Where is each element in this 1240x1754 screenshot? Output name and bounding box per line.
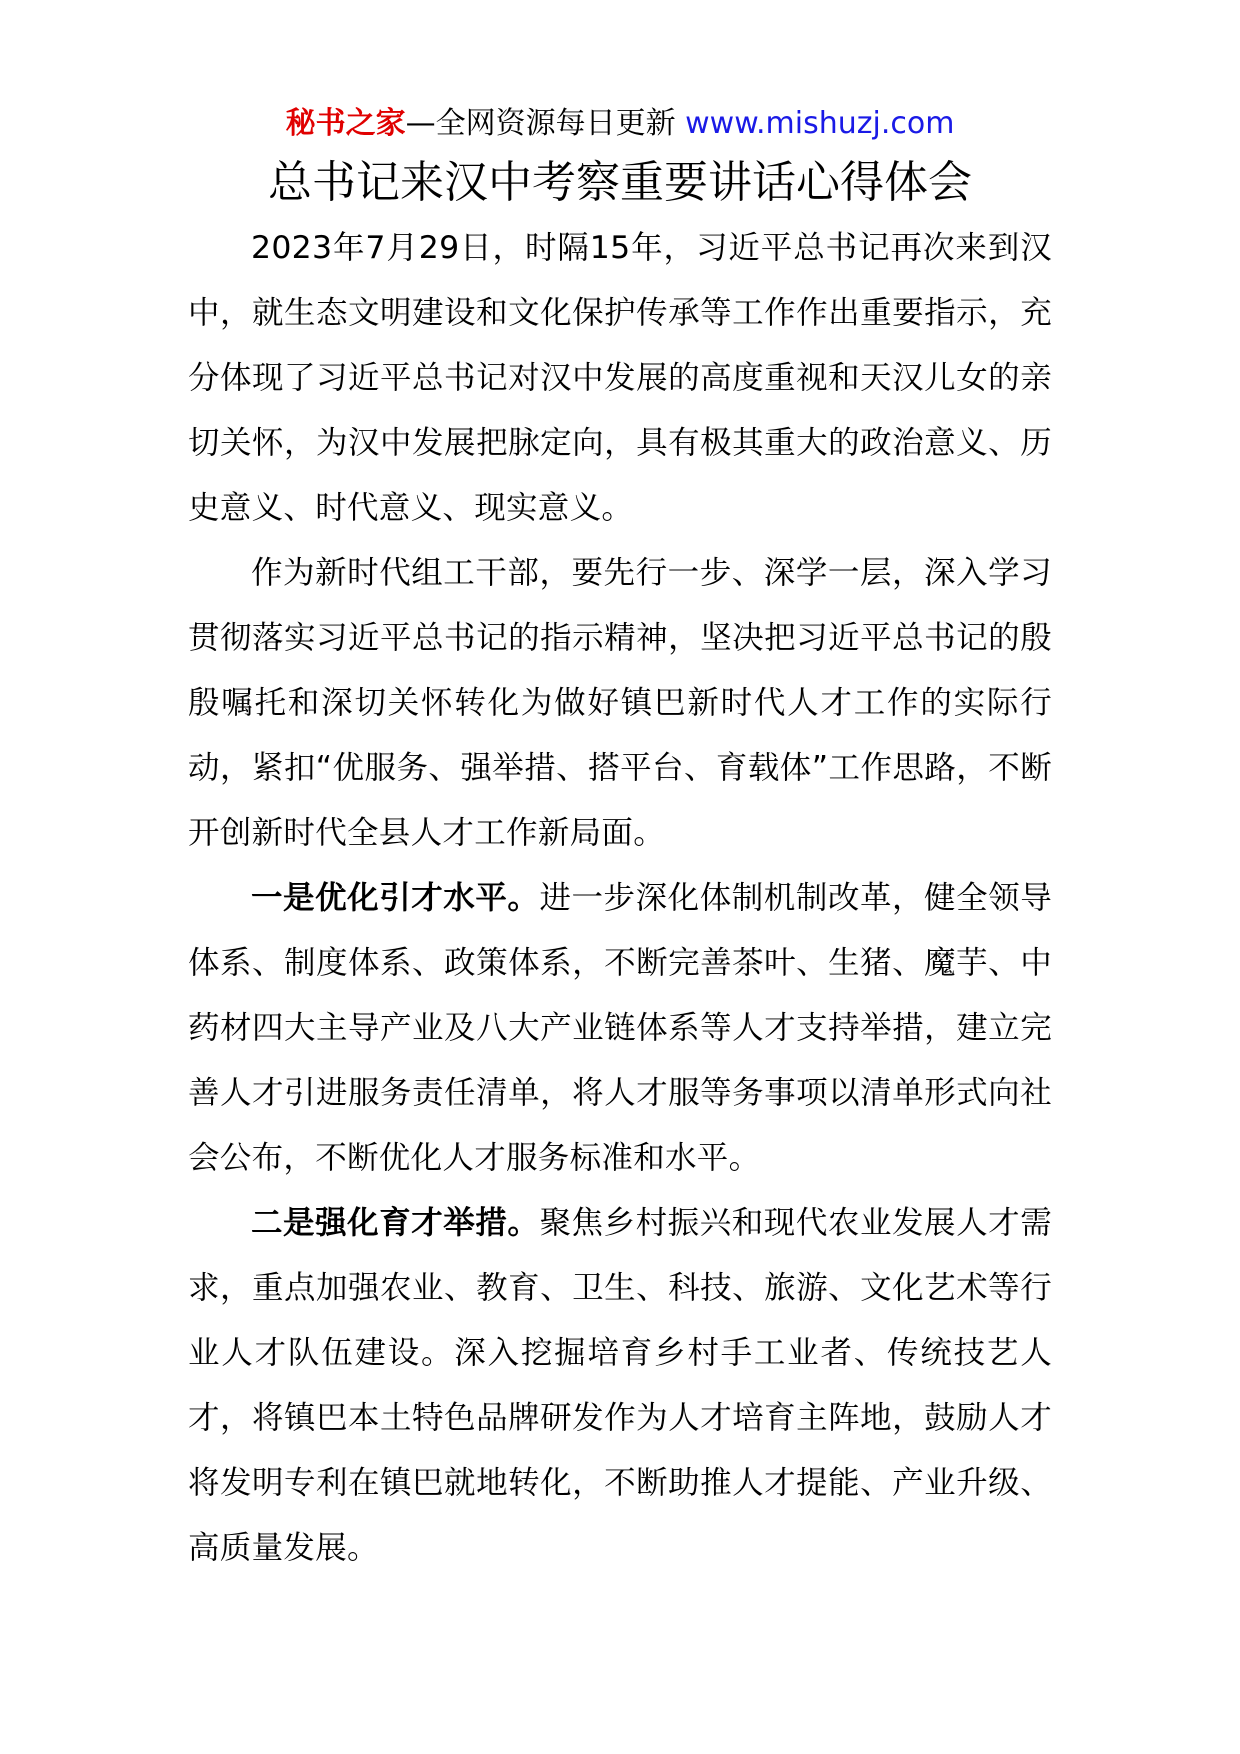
document-page xyxy=(188,100,1052,1581)
site-url-link[interactable]: www.mishuzj.com xyxy=(685,106,955,141)
paragraph-lead: 一是优化引才水平。 xyxy=(251,880,540,916)
paragraph-text: 进一步深化体制机制改革，健全领导体系、制度体系、政策体系，不断完善茶叶、生猪、魔芋、中药材四大主导产业及八大产业链体系等人才支持举措，建立完善人才引进服务责任清单，将人才服等务事项以清单形式向社会公布，不断优化人才服务标准和水平。 xyxy=(188,880,1052,1176)
paragraph-intro xyxy=(188,216,1052,541)
paragraph-text: 聚焦乡村振兴和现代农业发展人才需求，重点加强农业、教育、卫生、科技、旅游、文化艺术等行业人才队伍建设。深入挖掘培育乡村手工业者、传统技艺人才，将镇巴本土特色品牌研发作为人才培育主阵地，鼓励人才将发明专利在镇巴就地转化，不断助推人才提能、产业升级、高质量发展。 xyxy=(188,1205,1052,1566)
paragraph-point-two xyxy=(188,1191,1052,1581)
site-tagline: —全网资源每日更新 xyxy=(405,106,686,141)
paragraph-lead: 二是强化育才举措。 xyxy=(251,1205,540,1241)
site-brand: 秘书之家 xyxy=(285,106,406,141)
paragraph-commitment xyxy=(188,541,1052,866)
paragraph-text: 作为新时代组工干部，要先行一步、深学一层，深入学习贯彻落实习近平总书记的指示精神，坚决把习近平总书记的殷殷嘱托和深切关怀转化为做好镇巴新时代人才工作的实际行动，紧扣“优服务、强举措、搭平台、育载体”工作思路，不断开创新时代全县人才工作新局面。 xyxy=(188,555,1052,851)
document-title: 总书记来汉中考察重要讲话心得体会 xyxy=(268,157,972,208)
paragraph-text: 2023年7月29日，时隔15年，习近平总书记再次来到汉中，就生态文明建设和文化保护传承等工作作出重要指示，充分体现了习近平总书记对汉中发展的高度重视和天汉儿女的亲切关怀，为汉中发展把脉定向，具有极其重大的政治意义、历史意义、时代意义、现实意义。 xyxy=(188,230,1052,526)
document-body xyxy=(188,216,1052,1581)
site-header xyxy=(188,100,1052,148)
paragraph-point-one xyxy=(188,866,1052,1191)
